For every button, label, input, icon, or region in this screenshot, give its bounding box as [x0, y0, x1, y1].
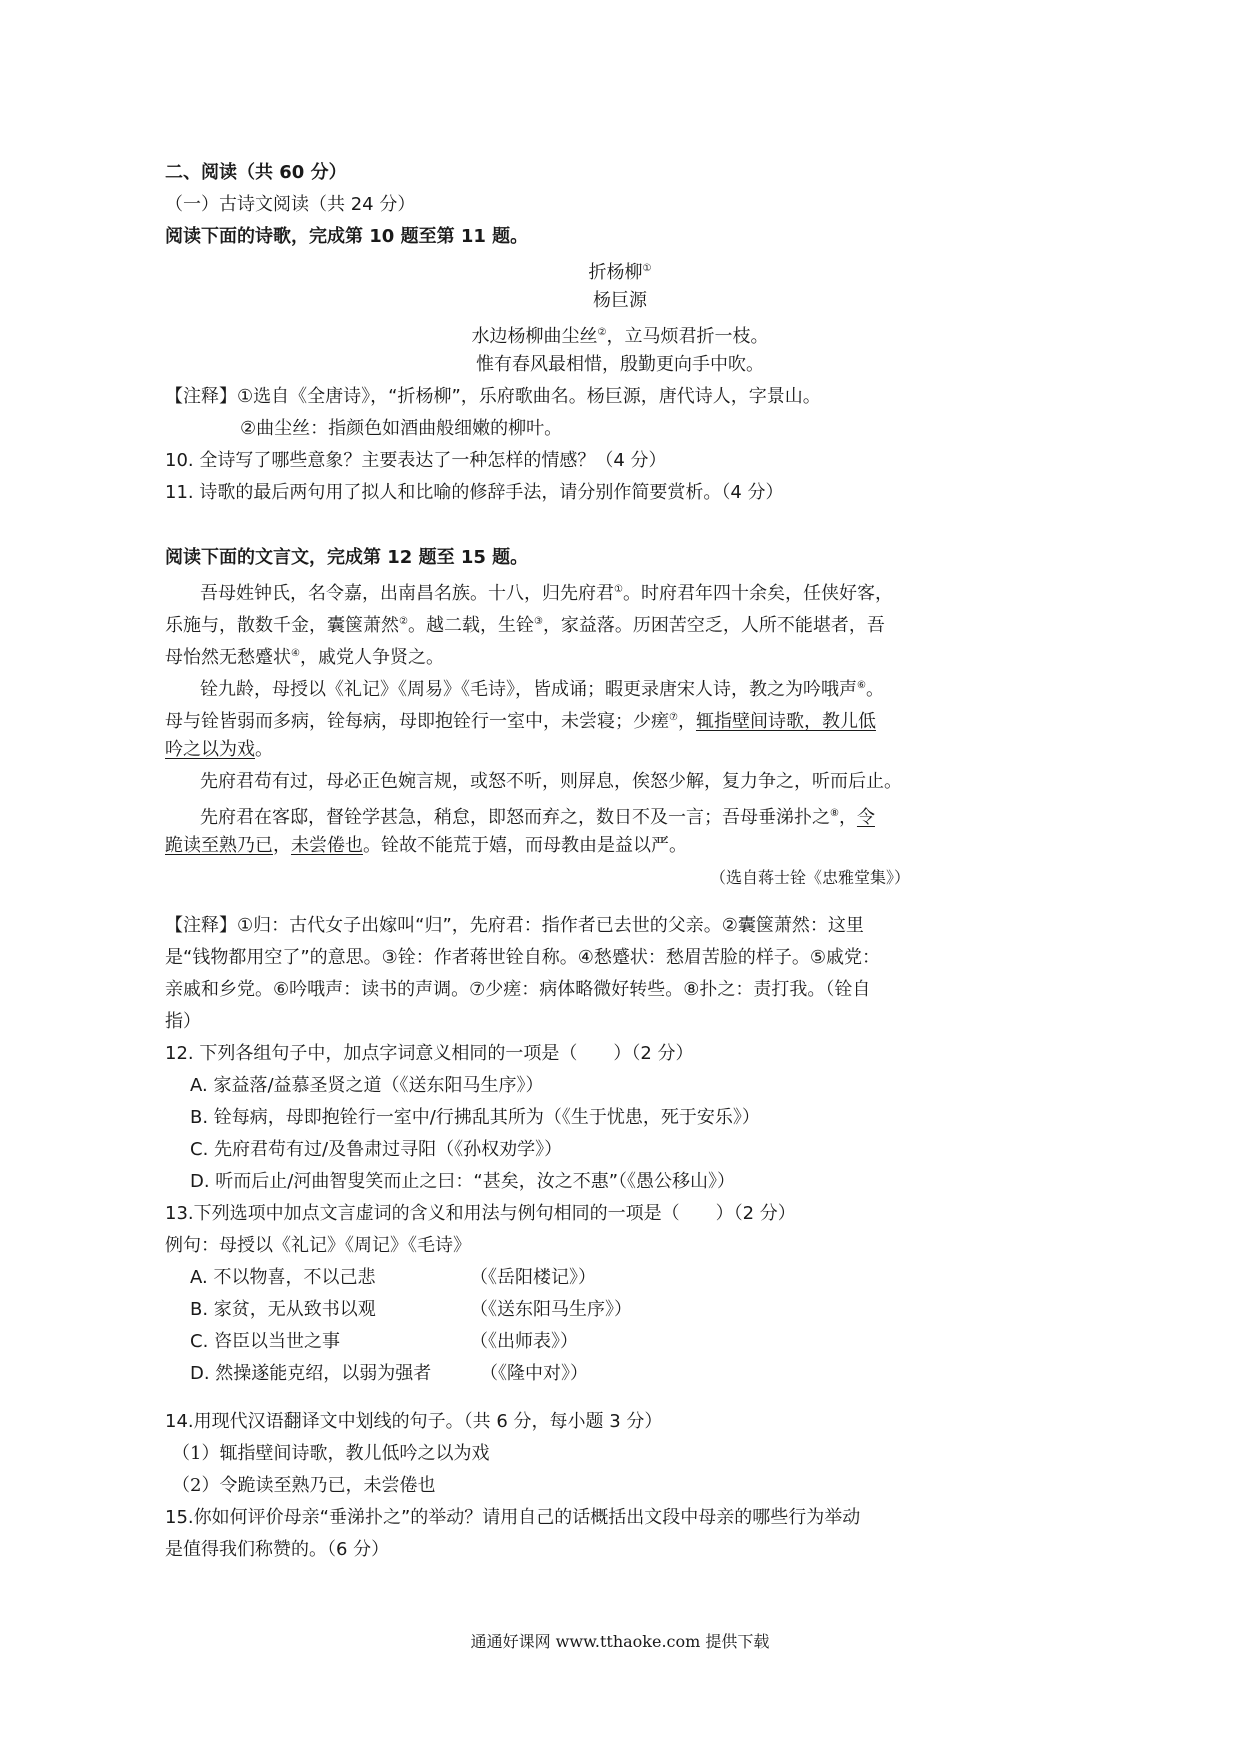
- section-heading: 二、阅读（共 60 分）: [165, 162, 347, 183]
- q14-sentence-2: （2）令跪读至熟乃已，未尝倦也: [172, 1475, 436, 1496]
- q12-option-b: B. 铨每病，母即抱铨行一室中/行拂乱其所为（《生于忧患，死于安乐》）: [190, 1107, 760, 1128]
- prose-p2-line-3: 吟之以为戏。: [165, 739, 273, 760]
- question-15-line-2: 是值得我们称赞的。（6 分）: [165, 1539, 390, 1560]
- prose-note-line-4: 指）: [165, 1011, 201, 1032]
- question-13: 13.下列选项中加点文言虚词的含义和用法与例句相同的一项是（ ）（2 分）: [165, 1203, 796, 1224]
- q13-option-b: B. 家贫，无从致书以观: [190, 1299, 376, 1320]
- prose-p1-line-1: 吾母姓钟氏，名令嘉，出南昌名族。十八，归先府君①。时府君年四十余矣，任侠好客，: [200, 583, 893, 604]
- prose-source: （选自蒋士铨《忠雅堂集》）: [709, 868, 910, 887]
- q13-option-b-source: （《送东阳马生序》）: [470, 1299, 632, 1320]
- prose-note-line-1: 【注释】①归：古代女子出嫁叫“归”，先府君：指作者已去世的父亲。②囊箧萧然：这里: [165, 915, 864, 936]
- poem-note-1: 【注释】①选自《全唐诗》，“折杨柳”，乐府歌曲名。杨巨源，唐代诗人，字景山。: [165, 386, 821, 407]
- question-14: 14.用现代汉语翻译文中划线的句子。（共 6 分，每小题 3 分）: [165, 1411, 663, 1432]
- q12-option-d: D. 听而后止/河曲智叟笑而止之曰：“甚矣，汝之不惠”（《愚公移山》）: [190, 1171, 736, 1192]
- prose-p2-line-1: 铨九龄，母授以《礼记》《周易》《毛诗》，皆成诵；暇更录唐宋人诗，教之为吟哦声⑥。: [200, 679, 884, 700]
- underlined-sentence-2b: 跪读至熟乃已: [165, 835, 273, 856]
- poem-line-1: 水边杨柳曲尘丝②，立马烦君折一枝。: [471, 326, 769, 347]
- question-15-line-1: 15.你如何评价母亲“垂涕扑之”的举动？请用自己的话概括出文段中母亲的哪些行为举动: [165, 1507, 861, 1528]
- prose-note-line-2: 是“钱物都用空了”的意思。③铨：作者蒋世铨自称。④愁蹙状：愁眉苦脸的样子。⑤戚党：: [165, 947, 881, 968]
- q13-option-c: C. 咨臣以当世之事: [190, 1331, 341, 1352]
- prose-p2-line-2: 母与铨皆弱而多病，铨每病，母即抱铨行一室中，未尝寝；少瘥⑦，辄指壁间诗歌，教儿低: [165, 711, 876, 732]
- question-11: 11. 诗歌的最后两句用了拟人和比喻的修辞手法，请分别作简要赏析。（4 分）: [165, 482, 784, 503]
- prose-p3: 先府君苟有过，母必正色婉言规，或怒不听，则屏息，俟怒少解，复力争之，听而后止。: [200, 771, 902, 792]
- poem-author: 杨巨源: [593, 290, 647, 311]
- q12-option-a: A. 家益落/益慕圣贤之道（《送东阳马生序》）: [190, 1075, 544, 1096]
- q13-example: 例句：母授以《礼记》《周记》《毛诗》: [165, 1235, 471, 1256]
- prose-p4-line-1: 先府君在客邸，督铨学甚急，稍怠，即怒而弃之，数日不及一言；吾母垂涕扑之⑧，令: [200, 807, 875, 828]
- question-12: 12. 下列各组句子中，加点字词意义相同的一项是（ ）（2 分）: [165, 1043, 694, 1064]
- poem-line-2: 惟有春风最相惜，殷勤更向手中吹。: [476, 354, 764, 375]
- underlined-sentence-2c: 未尝倦也: [291, 835, 363, 856]
- underlined-sentence-2a: 令: [856, 807, 875, 828]
- poem-note-2: ②曲尘丝：指颜色如酒曲般细嫩的柳叶。: [240, 418, 563, 439]
- page-footer: 通通好课网 www.tthaoke.com 提供下载: [470, 1632, 770, 1651]
- subsection-heading: （一）古诗文阅读（共 24 分）: [165, 194, 416, 215]
- prose-p4-line-2: 跪读至熟乃已，未尝倦也。铨故不能荒于嬉，而母教由是益以严。: [165, 835, 687, 856]
- q13-option-a: A. 不以物喜，不以己悲: [190, 1267, 376, 1288]
- prose-p1-line-2: 乐施与，散数千金，囊箧萧然②。越二载，生铨③，家益落。历困苦空乏，人所不能堪者，吾: [165, 615, 885, 636]
- q13-option-a-source: （《岳阳楼记》）: [470, 1267, 596, 1288]
- prose-p1-line-3: 母怡然无愁蹙状④，戚党人争贤之。: [165, 647, 444, 668]
- q12-option-c: C. 先府君苟有过/及鲁肃过寻阳（《孙权劝学》）: [190, 1139, 563, 1160]
- prose-instructions: 阅读下面的文言文，完成第 12 题至 15 题。: [165, 547, 529, 568]
- question-10: 10. 全诗写了哪些意象？主要表达了一种怎样的情感？（4 分）: [165, 450, 667, 471]
- q13-option-d: D. 然操遂能克绍，以弱为强者: [190, 1363, 432, 1384]
- poem-instructions: 阅读下面的诗歌，完成第 10 题至第 11 题。: [165, 226, 529, 247]
- q13-option-c-source: （《出师表》）: [470, 1331, 578, 1352]
- q13-option-d-source: （《隆中对》）: [480, 1363, 588, 1384]
- underlined-sentence-1b: 吟之以为戏: [165, 739, 255, 760]
- poem-title: 折杨柳①: [588, 262, 652, 283]
- underlined-sentence-1a: 辄指壁间诗歌，教儿低: [695, 711, 876, 732]
- prose-note-line-3: 亲戚和乡党。⑥吟哦声：读书的声调。⑦少瘥：病体略微好转些。⑧扑之：责打我。（铨自: [165, 979, 871, 1000]
- q14-sentence-1: （1）辄指壁间诗歌，教儿低吟之以为戏: [172, 1443, 490, 1464]
